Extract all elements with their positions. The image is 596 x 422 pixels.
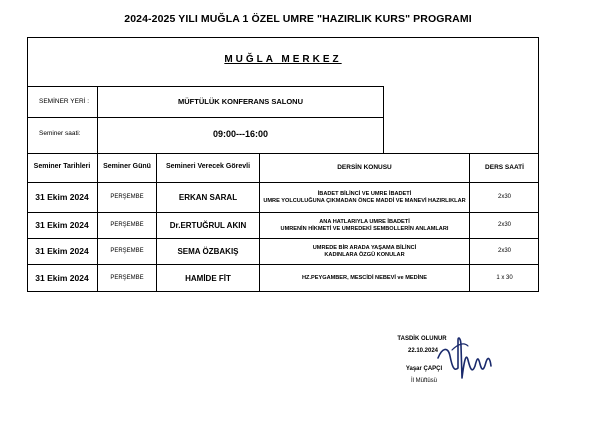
row-teacher: HAMİDE FİT: [185, 273, 231, 283]
header-seminer-tarihleri: Seminer Tarihleri: [33, 163, 91, 171]
document-title: 2024-2025 YILI MUĞLA 1 ÖZEL UMRE "HAZIRLIK KURS" PROGRAMI: [124, 13, 472, 25]
header-seminer-gunu: Seminer Günü: [103, 163, 151, 171]
divider: [383, 86, 384, 153]
header-ders-saati: DERS SAATİ: [485, 163, 524, 171]
row-subject-line: HZ.PEYGAMBER, MESCİDİ NEBEVİ ve MEDİNE: [302, 275, 427, 282]
header-dersin-konusu: DERSİN KONUSU: [337, 163, 392, 171]
seminer-yeri-value: MÜFTÜLÜK KONFERANS SALONU: [178, 96, 303, 106]
row-subject-line: UMREDE BİR ARADA YAŞAMA BİLİNCİ: [312, 245, 417, 252]
row-teacher: SEMA ÖZBAKIŞ: [177, 246, 239, 256]
approval-title: İl Müftüsü: [410, 378, 437, 384]
row-hours: 2x30: [497, 248, 511, 255]
row-day: PERŞEMBE: [110, 222, 144, 229]
row-subject: [260, 265, 469, 292]
row-subject-line: UMRE YOLCULUĞUNA ÇIKMADAN ÖNCE MADDİ VE MANEVİ HAZIRLIKLAR: [263, 197, 466, 204]
row-hours: 2x30: [497, 194, 511, 201]
row-subject-line: İBADET BİLİNCİ VE UMRE İBADETİ: [317, 191, 412, 198]
row-day: PERŞEMBE: [110, 275, 144, 282]
merkez-heading: MUĞLA MERKEZ: [224, 54, 342, 65]
row-subject-line: UMRENİN HİKMETİ VE UMREDEKİ SEMBOLLERİN ANLAMLARI: [280, 225, 449, 232]
approval-status: TASDİK OLUNUR: [397, 336, 447, 342]
row-day: PERŞEMBE: [110, 248, 144, 255]
row-date: 31 Ekim 2024: [35, 245, 89, 256]
seminer-saati-label: Seminer saati:: [39, 130, 81, 138]
row-day: PERŞEMBE: [110, 194, 144, 201]
approval-name: Yaşar ÇAPÇI: [405, 366, 443, 372]
row-subject: [260, 183, 469, 212]
row-date: 31 Ekim 2024: [35, 219, 89, 230]
row-date: 31 Ekim 2024: [35, 272, 89, 283]
seminer-saati-value: 09:00---16:00: [212, 128, 269, 139]
approval-date: 22.10.2024: [407, 348, 439, 354]
row-hours: 2x30: [497, 222, 511, 229]
row-subject-line: KADINLARA ÖZGÜ KONULAR: [324, 251, 405, 258]
row-hours: 1 x 30: [496, 275, 513, 282]
row-teacher: Dr.ERTUĞRUL AKIN: [169, 220, 247, 230]
seminer-yeri-label: SEMİNER YERİ :: [39, 98, 90, 106]
row-date: 31 Ekim 2024: [35, 191, 89, 202]
row-subject: [260, 213, 469, 238]
row-teacher: ERKAN SARAL: [178, 192, 238, 202]
header-gorevli: Semineri Verecek Görevli: [165, 163, 251, 171]
signature-icon: [428, 328, 498, 388]
row-subject: [260, 239, 469, 264]
row-subject-line: ANA HATLARIYLA UMRE İBADETİ: [319, 219, 410, 226]
